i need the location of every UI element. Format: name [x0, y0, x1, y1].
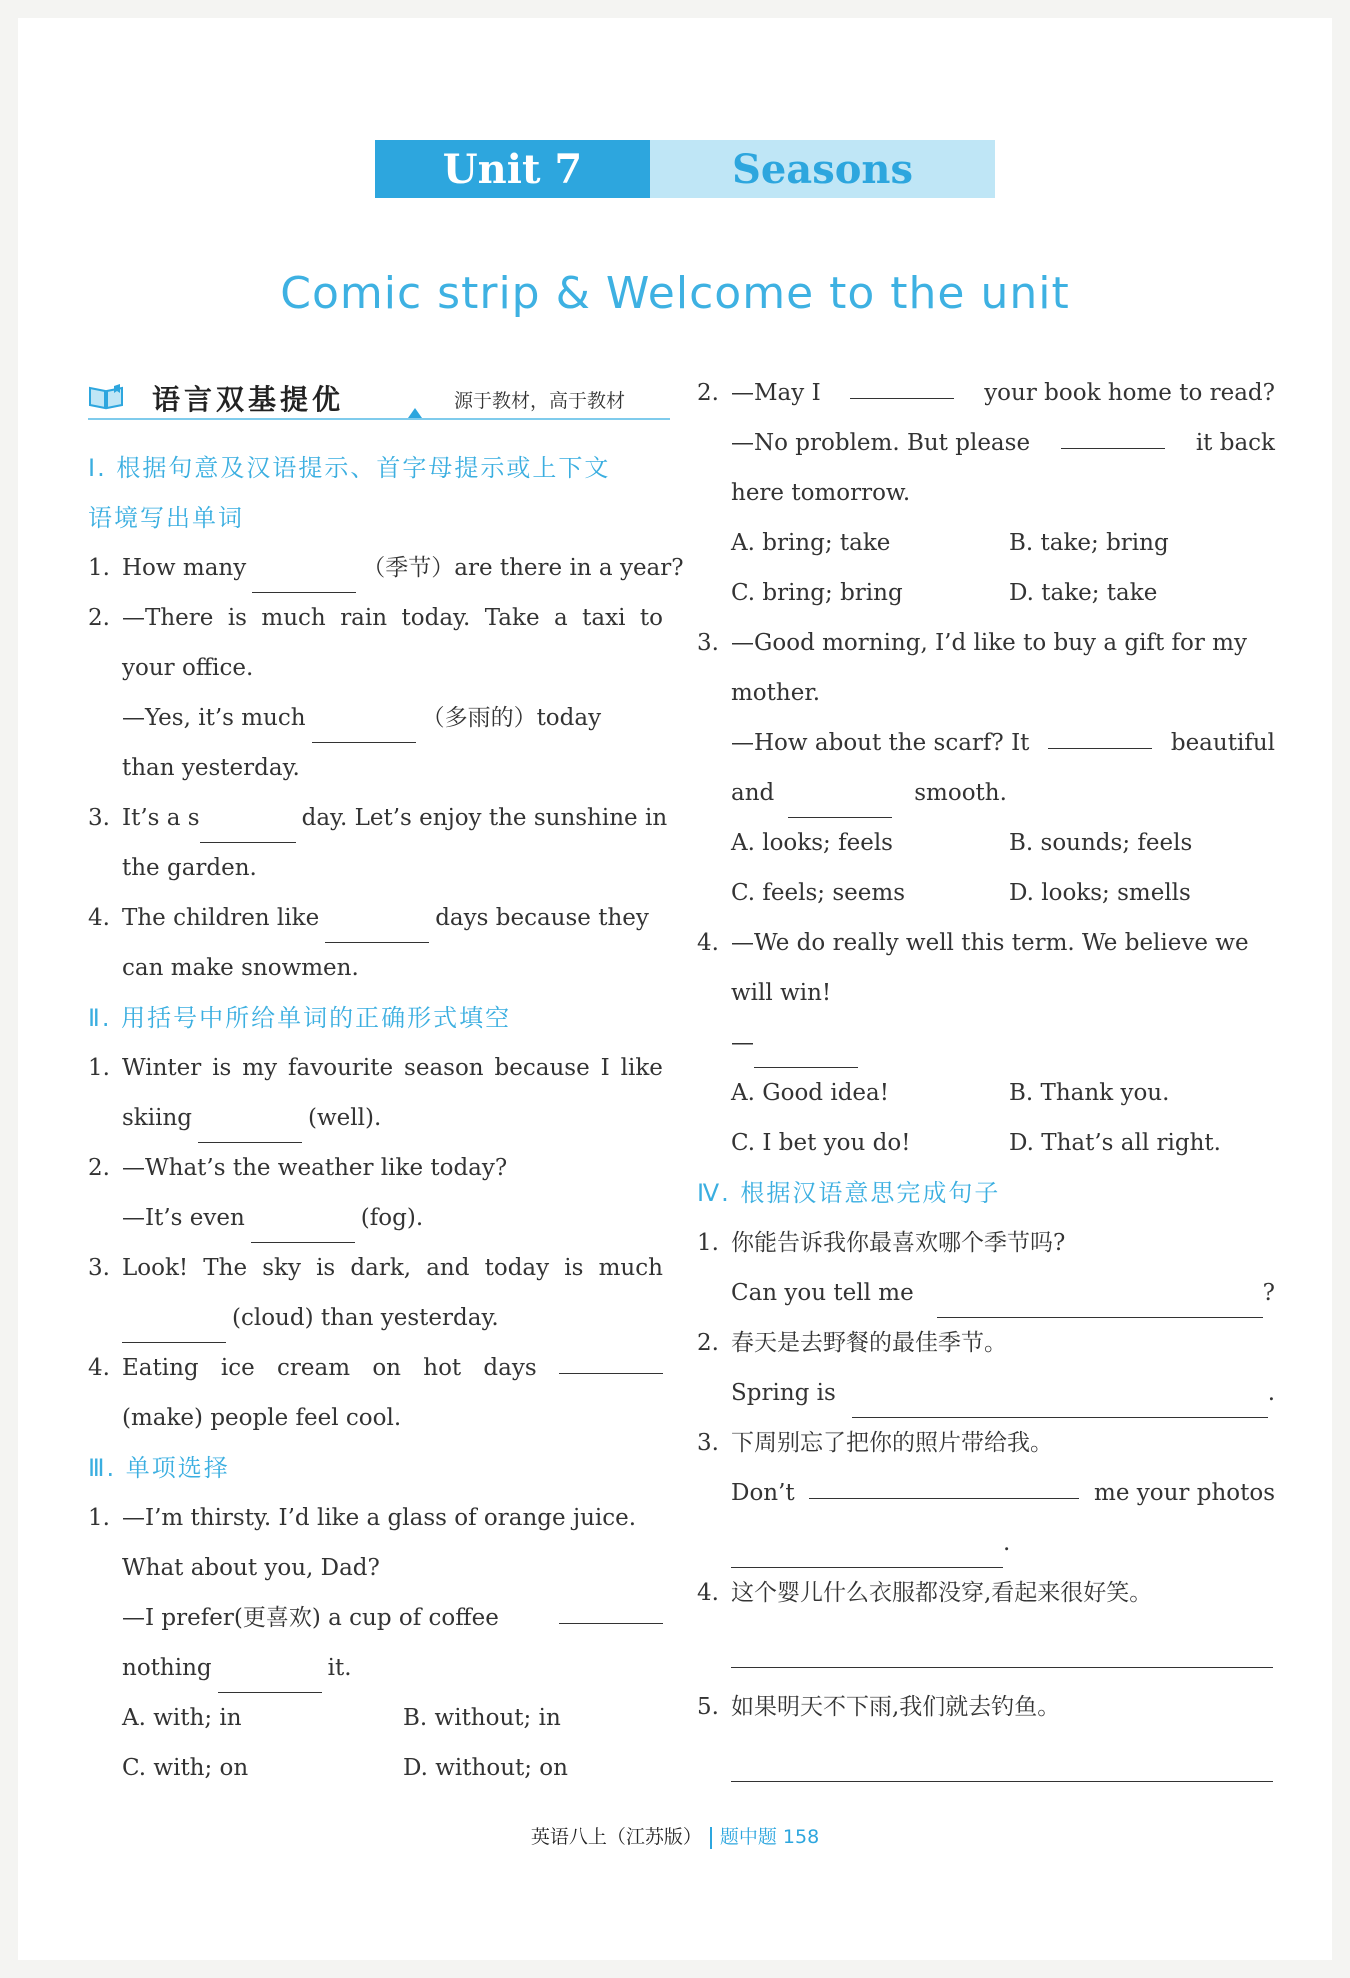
- lesson-title: Comic strip & Welcome to the unit: [280, 268, 1070, 319]
- option-b[interactable]: B. sounds; feels: [1009, 830, 1193, 856]
- question: 3. —Good morning, I’d like to buy a gift for my: [697, 630, 1247, 656]
- option-c[interactable]: C. feels; seems: [731, 880, 905, 906]
- section-divider: [88, 418, 670, 420]
- option-a[interactable]: A. bring; take: [731, 530, 891, 556]
- translation-item: 4. 这个婴儿什么衣服都没穿,看起来很好笑。: [697, 1580, 1153, 1606]
- question: 4. —We do really well this term. We believe we: [697, 930, 1249, 956]
- translation-item: 5. 如果明天不下雨,我们就去钓鱼。: [697, 1694, 1061, 1720]
- question: 1. —I’m thirsty. I’d like a glass of orange juice.: [88, 1505, 637, 1531]
- option-d[interactable]: D. looks; smells: [1009, 880, 1191, 906]
- answer-blank[interactable]: [122, 1312, 226, 1343]
- book-title: 英语八上（江苏版）: [530, 1826, 702, 1848]
- part-1-heading-cont: 语境写出单词: [88, 504, 244, 532]
- answer-line[interactable]: [731, 1751, 1273, 1782]
- answer-blank[interactable]: [1061, 418, 1165, 449]
- left-column: Ⅰ. 根据句意及汉语提示、首字母提示或上下文 语境写出单词 1. How many （季节）are there in a year? 2. —There is much rain today. Take a taxi to your office. —Yes, it’s much （多雨的）today than yesterday. 3. It’s a s day. Let’s enjoy the sunshine in the garden. 4. The children like days because they can make snowmen. Ⅱ. 用括号中所给单词的正确形式填空 1. Winter is my favourite season because I like skiing (well). 2. —What’s the weather like today? —It’s even (fog). 3. Look! The sky is dark, and today is much (cloud) than yesterday. 4. Eating ice cream on hot days (make) people feel cool. Ⅲ. 单项选择 1. —I’m thirsty. I’d like a glass of orange juice. What about you, Dad? —I prefer(更喜欢) a cup of coffee nothing it. A. with; in B. without; in C. with; on D. without; on: [88, 443, 663, 1793]
- question: 2. —There is much rain today. Take a taxi to: [88, 605, 663, 631]
- question: 4. Eating ice cream on hot days: [88, 1343, 663, 1393]
- option-d[interactable]: D. take; take: [1009, 580, 1158, 606]
- option-c[interactable]: C. with; on: [122, 1755, 249, 1781]
- page-number: 158: [782, 1826, 820, 1848]
- option-c[interactable]: C. bring; bring: [731, 580, 903, 606]
- question: 3. Look! The sky is dark, and today is much: [88, 1255, 663, 1281]
- answer-line[interactable]: [731, 1637, 1273, 1668]
- footer-divider: [710, 1827, 712, 1849]
- part-4-heading: Ⅳ. 根据汉语意思完成句子: [697, 1179, 1001, 1207]
- answer-line[interactable]: [809, 1468, 1079, 1499]
- answer-blank[interactable]: [788, 787, 892, 818]
- answer-line[interactable]: [852, 1387, 1268, 1418]
- option-a[interactable]: A. looks; feels: [731, 830, 893, 856]
- question: 2. —What’s the weather like today?: [88, 1155, 508, 1181]
- answer-blank[interactable]: [198, 1112, 302, 1143]
- answer-line[interactable]: [731, 1537, 1003, 1568]
- unit-number: Unit 7: [375, 140, 650, 198]
- answer-blank[interactable]: [218, 1662, 322, 1693]
- answer-blank[interactable]: [559, 1593, 663, 1624]
- section-tagline: 源于教材，高于教材: [454, 390, 626, 412]
- translation-item: 2. 春天是去野餐的最佳季节。: [697, 1330, 1007, 1356]
- section-title: 语言双基提优: [152, 383, 345, 416]
- answer-blank[interactable]: [754, 1037, 858, 1068]
- option-d[interactable]: D. That’s all right.: [1009, 1130, 1221, 1156]
- answer-blank[interactable]: [200, 812, 296, 843]
- option-c[interactable]: C. I bet you do!: [731, 1130, 911, 1156]
- answer-blank[interactable]: [312, 712, 416, 743]
- question: 3. It’s a s day. Let’s enjoy the sunshine in: [88, 793, 663, 843]
- unit-banner: [375, 140, 995, 198]
- option-b[interactable]: B. take; bring: [1009, 530, 1169, 556]
- part-3-heading: Ⅲ. 单项选择: [88, 1454, 230, 1482]
- divider-marker: [408, 408, 422, 418]
- answer-blank[interactable]: [1048, 718, 1152, 749]
- answer-blank[interactable]: [251, 1212, 355, 1243]
- answer-line[interactable]: [937, 1287, 1263, 1318]
- answer-blank[interactable]: [252, 562, 356, 593]
- question: 1. Winter is my favourite season because I like: [88, 1055, 663, 1081]
- translation-item: 3. 下周别忘了把你的照片带给我。: [697, 1430, 1053, 1456]
- translation-item: 1. 你能告诉我你最喜欢哪个季节吗?: [697, 1230, 1066, 1256]
- unit-topic: Seasons: [650, 140, 995, 198]
- option-b[interactable]: B. Thank you.: [1009, 1080, 1170, 1106]
- part-2-heading: Ⅱ. 用括号中所给单词的正确形式填空: [88, 1004, 512, 1032]
- book-icon: [88, 384, 124, 410]
- answer-blank[interactable]: [850, 368, 954, 399]
- series-name: 题中题: [719, 1826, 777, 1848]
- question: 2. —May I your book home to read?: [697, 368, 1275, 418]
- page-footer: [0, 1822, 1350, 1849]
- question: 1. How many （季节）are there in a year?: [88, 543, 663, 593]
- option-a[interactable]: A. with; in: [122, 1705, 242, 1731]
- question: 4. The children like days because they: [88, 893, 663, 943]
- answer-blank[interactable]: [559, 1343, 663, 1374]
- answer-blank[interactable]: [325, 912, 429, 943]
- option-d[interactable]: D. without; on: [403, 1755, 568, 1781]
- right-column: 2. —May I your book home to read? —No problem. But please it back here tomorrow. A. bring; take B. take; bring C. bring; bring D. take; take 3. —Good morning, I’d like to buy a gift for my mother. —How about the scarf? It beautiful and smooth. A. looks; feels B. sounds; feels C. feels; seems D. looks; smells 4. —We do really well this term. We believe we will win! — A. Good idea! B. Thank you. C. I bet you do! D. That’s all right. Ⅳ. 根据汉语意思完成句子 1. 你能告诉我你最喜欢哪个季节吗? Can you tell me ? 2. 春天是去野餐的最佳季节。 Spring is . 3. 下周别忘了把你的照片带给我。 Don’t me your photos . 4. 这个婴儿什么衣服都没穿,看起来很好笑。 5. 如果明天不下雨,我们就去钓鱼。: [697, 368, 1275, 1796]
- part-1-heading: Ⅰ. 根据句意及汉语提示、首字母提示或上下文: [88, 454, 611, 482]
- section-header: [88, 378, 670, 420]
- option-a[interactable]: A. Good idea!: [731, 1080, 889, 1106]
- option-b[interactable]: B. without; in: [403, 1705, 561, 1731]
